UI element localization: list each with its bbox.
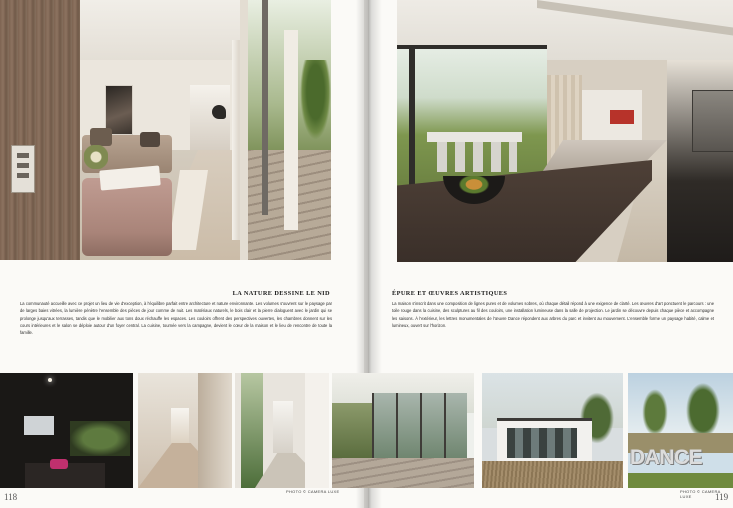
right-article	[392, 290, 714, 329]
photo-credit: PHOTO © CAMERA LUXE	[680, 489, 721, 499]
section-title: LA NATURE DESSINE LE NID	[232, 290, 330, 297]
section-title: ÉPURE ET ŒUVRES ARTISTIQUES	[392, 290, 508, 297]
red-artwork	[610, 110, 634, 124]
corridor-photo	[138, 373, 232, 488]
garden-sculpture-photo	[628, 373, 733, 488]
left-article	[20, 290, 332, 336]
page-number: 118	[4, 492, 18, 502]
facade-photo	[482, 373, 623, 488]
article-body: La communauté accueille avec ce projet un lieu de vie d'exception, à l'équilibre parfait entre architecture et nature environnante. Les volumes s'ouvrent sur le paysage par de larges baies vitrées, la lumière pénètre l'ensemble des pièces de jour comme de nuit. Les matériaux naturels, le bois clair et la pierre dialoguent avec le jardin qui se prolonge jusqu'aux terrasses, tandis que le mobilier aux tons doux réchauffe les espaces. Les couloirs offrent des perspectives ouvertes, les chambres donnent sur les cours intérieures et le salon se déploie autour d'un foyer central. La cuisine, tournée vers la campagne, devient le cœur de la maison et le lieu de rencontre de toute la famille.	[20, 301, 332, 336]
landscape-window	[397, 45, 547, 195]
terrace-photo	[332, 373, 474, 488]
living-room-photo	[0, 0, 331, 260]
home-cinema-photo	[0, 373, 133, 488]
wall-oven	[692, 90, 733, 152]
page-number: 119	[715, 492, 729, 502]
wood-wall-panel	[0, 0, 80, 260]
light-switch	[11, 145, 35, 193]
kitchen-photo	[397, 0, 733, 262]
dance-sculpture: DANCE	[630, 446, 703, 469]
flower-vase	[84, 145, 108, 169]
ottoman	[82, 178, 172, 256]
article-body: La maison s'inscrit dans une composition de lignes pures et de volumes sobres, où chaque détail répond à une exigence de clarté. Les œuvres d'art ponctuent le parcours : une toile rouge dans la cuisine, des sculptures au fil des couloirs, une installation lumineuse dans la salle de projection. Le jardin se découvre depuis chaque pièce et accompagne les saisons. À l'extérieur, les lettres monumentales de l'œuvre Dance répondent aux arbres du parc et invitent au mouvement. L'ensemble forme un paysage habité, calme et lumineux, ouvert sur l'horizon.	[392, 301, 714, 328]
hallway-photo	[235, 373, 329, 488]
photo-credit: PHOTO © CAMERA LUXE	[286, 489, 340, 494]
